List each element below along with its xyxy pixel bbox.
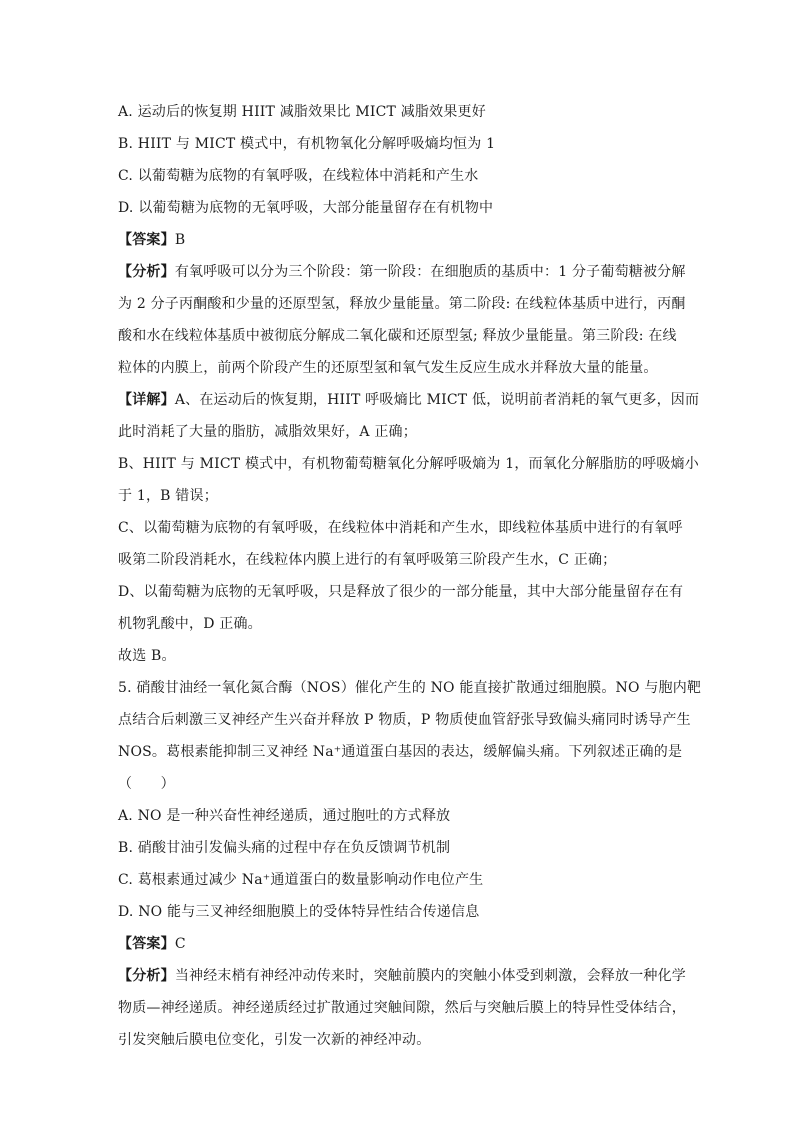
answer-value: B [174,232,186,248]
q5-analysis-line-3: 引发突触后膜电位变化，引发一次新的神经冲动。 [118,1032,431,1048]
q4-analysis-line-1 [118,262,688,282]
q4-option-a: A. 运动后的恢复期 HIIT 减脂效果比 MICT 减脂效果更好 [118,104,486,120]
q4-detail-line-2: 此时消耗了大量的脂肪，减脂效果好，A 正确； [118,424,417,440]
q5-option-d: D. NO 能与三叉神经细胞膜上的受体特异性结合传递信息 [118,904,480,920]
q5-answer [118,934,688,954]
answer-tag: 【答案】 [118,232,175,248]
analysis-text: 有氧呼吸可以分为三个阶段：第一阶段：在细胞质的基质中：1 分子葡萄糖被分解 [174,264,686,280]
q4-analysis-line-3: 酸和水在线粒体基质中被彻底分解成二氧化碳和还原型氢; 释放少量能量。第三阶段: 在线 [118,328,677,344]
q4-conclusion: 故选 B。 [118,648,176,664]
q5-stem-line-3: NOS。葛根素能抑制三叉神经 Na⁺通道蛋白基因的表达，缓解偏头痛。下列叙述正确的是 [118,744,683,760]
q4-detail-line-6: 吸第二阶段消耗水，在线粒体内膜上进行的有氧呼吸第三阶段产生水，C 正确； [118,552,617,568]
q5-analysis-line-2: 物质—神经递质。神经递质经过扩散通过突触间隙，然后与突触后膜上的特异性受体结合， [118,1000,686,1016]
analysis-tag: 【分析】 [118,968,175,984]
analysis-text: 当神经末梢有神经冲动传来时，突触前膜内的突触小体受到刺激，会释放一种化学 [174,968,687,984]
q4-detail-line-5: C、以葡萄糖为底物的有氧呼吸，在线粒体中消耗和产生水，即线粒体基质中进行的有氧呼 [118,520,683,536]
q4-detail-line-4: 于 1，B 错误； [118,488,218,504]
q4-analysis-line-4: 粒体的内膜上，前两个阶段产生的还原型氢和氧气发生反应生成水并释放大量的能量。 [118,360,658,376]
q4-detail-line-1 [118,390,700,410]
answer-tag: 【答案】 [118,936,175,952]
q5-option-a: A. NO 是一种兴奋性神经递质，通过胞吐的方式释放 [118,808,451,824]
q5-option-c: C. 葛根素通过减少 Na⁺通道蛋白的数量影响动作电位产生 [118,872,484,888]
q5-option-b: B. 硝酸甘油引发偏头痛的过程中存在负反馈调节机制 [118,840,451,856]
q4-option-b: B. HIIT 与 MICT 模式中，有机物氧化分解呼吸熵均恒为 1 [118,136,496,152]
q4-detail-line-8: 机物乳酸中，D 正确。 [118,616,262,632]
q4-analysis-line-2: 为 2 分子丙酮酸和少量的还原型氢，释放少量能量。第二阶段: 在线粒体基质中进行，丙酮 [118,296,686,312]
q4-answer [118,230,688,250]
q4-option-d: D. 以葡萄糖为底物的无氧呼吸，大部分能量留存在有机物中 [118,200,494,216]
q5-analysis-line-1 [118,966,688,986]
q4-detail-line-7: D、以葡萄糖为底物的无氧呼吸，只是释放了很少的一部分能量，其中大部分能量留存在有 [118,584,684,600]
q4-detail-line-3: B、HIIT 与 MICT 模式中，有机物葡萄糖氧化分解呼吸熵为 1，而氧化分解脂肪的呼吸熵小 [118,456,699,472]
detail-text: A、在运动后的恢复期，HIIT 呼吸熵比 MICT 低，说明前者消耗的氧气更多，因而 [174,392,700,408]
q5-stem-line-4: （ ） [118,776,175,792]
detail-tag: 【详解】 [118,392,175,408]
q5-stem-line-2: 点结合后刺激三叉神经产生兴奋并释放 P 物质，P 物质使血管舒张导致偏头痛同时诱导产生 [118,712,691,728]
q4-option-c: C. 以葡萄糖为底物的有氧呼吸，在线粒体中消耗和产生水 [118,168,479,184]
q5-stem-line-1: 5. 硝酸甘油经一氧化氮合酶（NOS）催化产生的 NO 能直接扩散通过细胞膜。NO 与胞内靶 [118,680,702,696]
answer-value: C [174,936,186,952]
analysis-tag: 【分析】 [118,264,175,280]
